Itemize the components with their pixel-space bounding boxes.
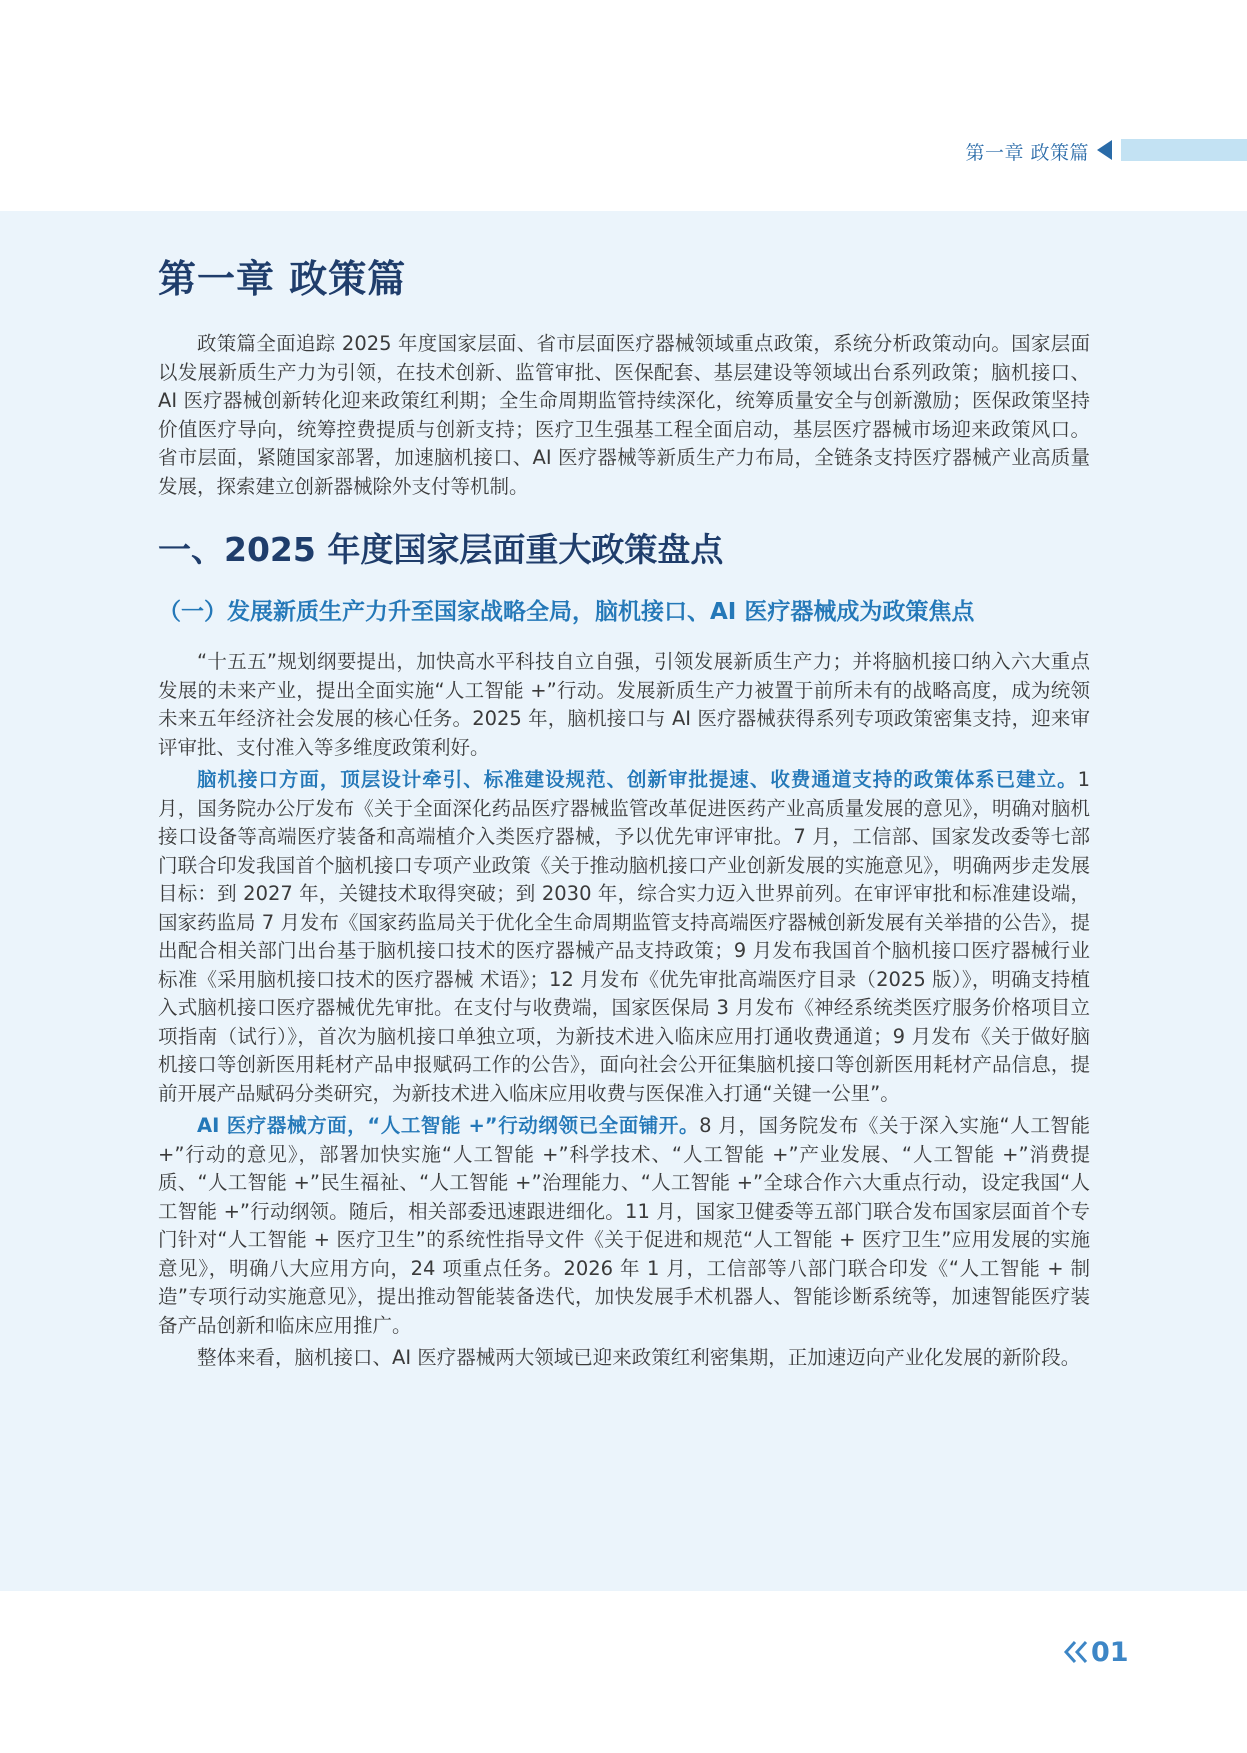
paragraph-3-lead: AI 医疗器械方面，“人工智能 +”行动纲领已全面铺开。 [197, 1114, 700, 1138]
body-paragraph-1: “十五五”规划纲要提出，加快高水平科技自立自强，引领发展新质生产力；并将脑机接口纳入六大重点发展的未来产业，提出全面实施“人工智能 +”行动。发展新质生产力被置于前所未有的战略高度，成为统领未来五年经济社会发展的核心任务。2025 年，脑机接口与 AI 医疗器械获得系列专项政策密集支持，迎来审评审批、支付准入等多维度政策利好。 [158, 650, 1090, 759]
paragraph-3-body: 8 月，国务院发布《关于深入实施“人工智能 +”行动的意见》，部署加快实施“人工智能 +”科学技术、“人工智能 +”产业发展、“人工智能 +”消费提质、“人工智能 +”民生福祉、“人工智能 +”治理能力、“人工智能 +”全球合作六大重点行动，设定我国“人工智能 +”行动纲领。随后，相关部委迅速跟进细化。11 月，国家卫健委等五部门联合发布国家层面首个专门针对“人工智能 + 医疗卫生”的系统性指导文件《关于促进和规范“人工智能 + 医疗卫生”应用发展的实施意见》，明确八大应用方向，24 项重点任务。2026 年 1 月，工信部等八部门联合印发《“人工智能 + 制造”专项行动实施意见》，提出推动智能装备迭代，加快发展手术机器人、智能诊断系统等，加速智能医疗装备产品创新和临床应用推广。 [158, 1114, 1090, 1337]
body-paragraph-4: 整体来看，脑机接口、AI 医疗器械两大领域已迎来政策红利密集期，正加速迈向产业化发展的新阶段。 [197, 1346, 1081, 1370]
intro-paragraph: 政策篇全面追踪 2025 年度国家层面、省市层面医疗器械领域重点政策，系统分析政策动向。国家层面以发展新质生产力为引领，在技术创新、监管审批、医保配套、基层建设等领域出台系列政策；脑机接口、AI 医疗器械创新转化迎来政策红利期；全生命周期监管持续深化，统筹质量安全与创新激励；医保政策坚持价值医疗导向，统筹控费提质与创新支持；医疗卫生强基工程全面启动，基层医疗器械市场迎来政策风口。省市层面，紧随国家部署，加速脑机接口、AI 医疗器械等新质生产力布局，全链条支持医疗器械产业高质量发展，探索建立创新器械除外支付等机制。 [158, 332, 1090, 498]
body-paragraph-3 [158, 1112, 1090, 1340]
page-number-text: 01 [1091, 1637, 1129, 1668]
header-accent-bar [1121, 139, 1247, 161]
page-number [1063, 1637, 1129, 1668]
running-header: 第一章 政策篇 [965, 142, 1089, 164]
header-triangle-icon [1097, 140, 1112, 160]
section-title: 一、2025 年度国家层面重大政策盘点 [158, 530, 724, 570]
double-chevron-left-icon [1063, 1640, 1089, 1664]
subsection-title: （一）发展新质生产力升至国家战略全局，脑机接口、AI 医疗器械成为政策焦点 [158, 599, 975, 626]
chapter-title: 第一章 政策篇 [158, 257, 407, 301]
paragraph-2-lead: 脑机接口方面，顶层设计牵引、标准建设规范、创新审批提速、收费通道支持的政策体系已建立。 [197, 768, 1078, 792]
main-content [158, 255, 1090, 1377]
body-paragraph-2 [158, 766, 1090, 1108]
paragraph-2-body: 1 月，国务院办公厅发布《关于全面深化药品医疗器械监管改革促进医药产业高质量发展的意见》，明确对脑机接口设备等高端医疗装备和高端植介入类医疗器械，予以优先审评审批。7 月，工信部、国家发改委等七部门联合印发我国首个脑机接口专项产业政策《关于推动脑机接口产业创新发展的实施意见》，明确两步走发展目标：到 2027 年，关键技术取得突破；到 2030 年，综合实力迈入世界前列。在审评审批和标准建设端，国家药监局 7 月发布《国家药监局关于优化全生命周期监管支持高端医疗器械创新发展有关举措的公告》，提出配合相关部门出台基于脑机接口技术的医疗器械产品支持政策；9 月发布我国首个脑机接口医疗器械行业标准《采用脑机接口技术的医疗器械 术语》；12 月发布《优先审批高端医疗目录（2025 版）》，明确支持植入式脑机接口医疗器械优先审批。在支付与收费端，国家医保局 3 月发布《神经系统类医疗服务价格项目立项指南（试行）》，首次为脑机接口单独立项，为新技术进入临床应用打通收费通道；9 月发布《关于做好脑机接口等创新医用耗材产品申报赋码工作的公告》，面向社会公开征集脑机接口等创新医用耗材产品信息，提前开展产品赋码分类研究，为新技术进入临床应用收费与医保准入打通“关键一公里”。 [158, 768, 1090, 1105]
